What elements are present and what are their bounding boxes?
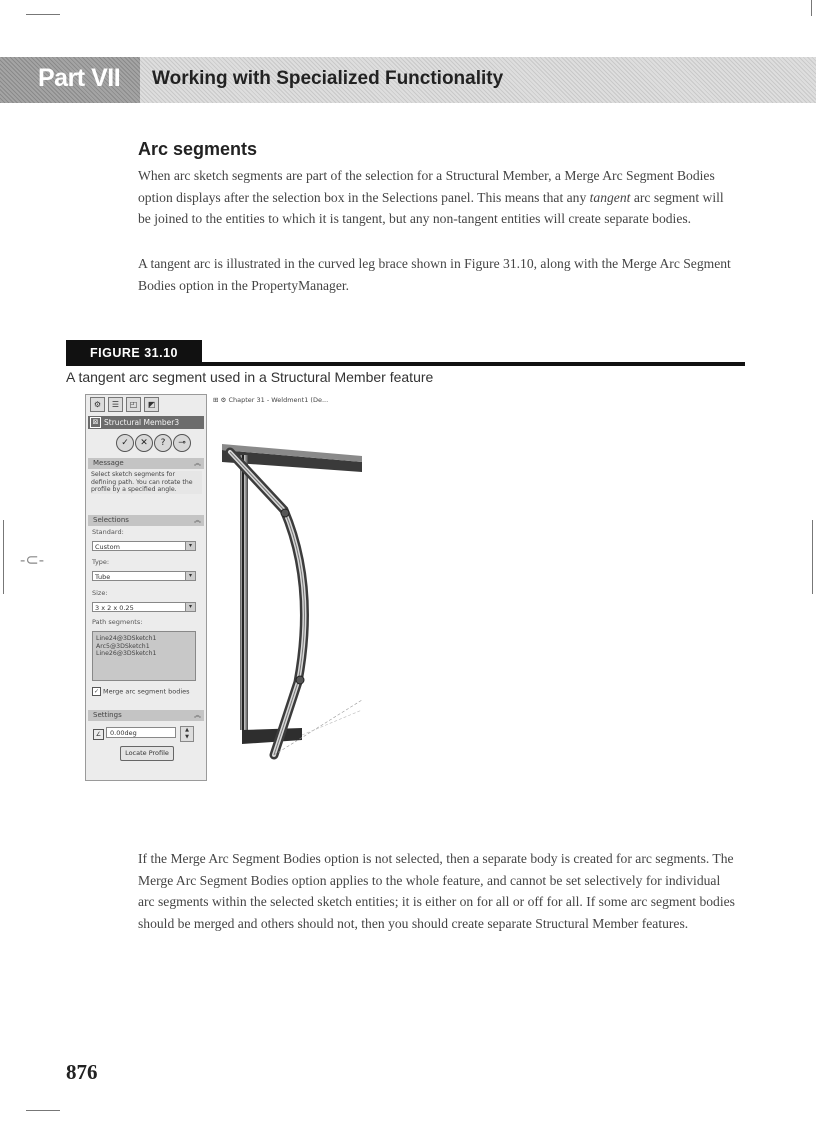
locate-profile-button[interactable]: Locate Profile <box>120 746 174 761</box>
pm-tab-bar <box>88 397 204 413</box>
body-paragraph-3: If the Merge Arc Segment Bodies option is not selected, then a separate body is created for arc segments. The Merge Arc Segment Bodies option applies to the whole feature, and cannot be set selectively for individual arc segments within the selected sketch entities; it is either on for all or off for all. If some arc segment bodies should be merged and others should not, then you should create separate Structural Member features. <box>138 851 735 931</box>
dropdown-arrow-icon[interactable]: ▾ <box>185 603 195 611</box>
crop-mark-top-left <box>26 14 60 15</box>
part-label: Part VII <box>38 64 121 92</box>
display-manager-tab-icon[interactable]: ◩ <box>144 397 159 412</box>
path-segments-list[interactable] <box>92 631 196 681</box>
tangent-point-icon <box>281 509 289 517</box>
size-select[interactable]: 3 x 2 x 0.25 ▾ <box>92 602 196 612</box>
rotation-angle-icon: ∠ <box>93 729 104 740</box>
path-segments-label: Path segments: <box>92 618 143 626</box>
ok-check-icon[interactable]: ✓ <box>116 434 134 452</box>
size-label: Size: <box>92 589 108 597</box>
help-question-icon[interactable]: ? <box>154 434 172 452</box>
property-manager-panel <box>85 394 207 781</box>
checkbox-checked-icon[interactable]: ✓ <box>93 688 100 695</box>
crop-mark-left <box>3 520 4 594</box>
body-paragraph-1: When arc sketch segments are part of the selection for a Structural Member, a Merge Arc Segment Bodies option displays after the selection box in the Selections panel. This means that any tangent arc segment will be joined to the entities to which it is tangent, but any non-tangent entities will create separate bodies. <box>138 168 724 226</box>
type-select[interactable]: Tube ▾ <box>92 571 196 581</box>
merge-arc-checkbox[interactable]: ✓ Merge arc segment bodies <box>93 687 190 696</box>
standard-select[interactable]: Custom ▾ <box>92 541 196 551</box>
property-manager-tab-icon[interactable]: ☰ <box>108 397 123 412</box>
pm-title-bar <box>88 416 204 429</box>
feature-manager-tab-icon[interactable]: ⚙ <box>90 397 105 412</box>
list-item[interactable]: Line24@3DSketch1 <box>96 635 157 642</box>
bottom-rail <box>242 728 302 744</box>
pushpin-icon[interactable]: ⊸ <box>173 434 191 452</box>
settings-group-header[interactable]: Settings ︽ <box>88 710 204 721</box>
configuration-manager-tab-icon[interactable]: ◰ <box>126 397 141 412</box>
structural-member-icon: ⊠ <box>90 417 101 428</box>
feature-tree-root[interactable]: ⊞ ⚙ Chapter 31 - Weldment1 (De... <box>213 396 329 404</box>
figure-rule <box>202 362 745 366</box>
list-item[interactable]: Arc5@3DSketch1 <box>96 642 150 650</box>
angle-spinner[interactable]: ▲ ▼ <box>180 726 194 742</box>
list-item[interactable]: Line26@3DSketch1 <box>96 650 157 657</box>
figure-label: FIGURE 31.10 <box>66 340 202 366</box>
section-heading: Arc segments <box>138 139 258 159</box>
message-group-header[interactable]: Message ︽ <box>88 458 204 469</box>
pm-title: Structural Member3 <box>104 418 180 427</box>
collapse-chevron-icon[interactable]: ︽ <box>194 711 201 719</box>
cancel-x-icon[interactable]: ✕ <box>135 434 153 452</box>
crop-mark-top-right <box>811 0 812 16</box>
standard-label: Standard: <box>92 528 124 536</box>
crop-mark-bottom-left <box>26 1110 60 1111</box>
page-number: 876 <box>66 1060 98 1084</box>
figure-caption: A tangent arc segment used in a Structural Member feature <box>66 369 434 385</box>
model-viewport <box>212 410 372 790</box>
dropdown-arrow-icon[interactable]: ▾ <box>185 572 195 580</box>
selections-group-header[interactable]: Selections ︽ <box>88 515 204 526</box>
body-paragraph-2: A tangent arc is illustrated in the curved leg brace shown in Figure 31.10, along with the Merge Arc Segment Bodies option in the PropertyManager. <box>138 256 731 293</box>
collapse-chevron-icon[interactable]: ︽ <box>194 459 201 467</box>
collapse-chevron-icon[interactable]: ︽ <box>194 516 201 524</box>
rotation-angle-input[interactable]: 0.00deg <box>106 727 176 738</box>
message-text: Select sketch segments for defining path. You can rotate the profile by a specified angle. <box>91 471 202 494</box>
part-title: Working with Specialized Functionality <box>152 68 504 89</box>
registration-mark-icon: -⊂- <box>20 552 45 569</box>
emphasis-tangent: tangent <box>589 189 631 205</box>
tangent-point-icon <box>296 676 304 684</box>
type-label: Type: <box>92 558 110 566</box>
crop-mark-right <box>812 520 813 594</box>
dropdown-arrow-icon[interactable]: ▾ <box>185 542 195 550</box>
expand-plus-icon[interactable]: ⊞ <box>213 396 219 404</box>
part-icon: ⚙ <box>220 396 227 404</box>
